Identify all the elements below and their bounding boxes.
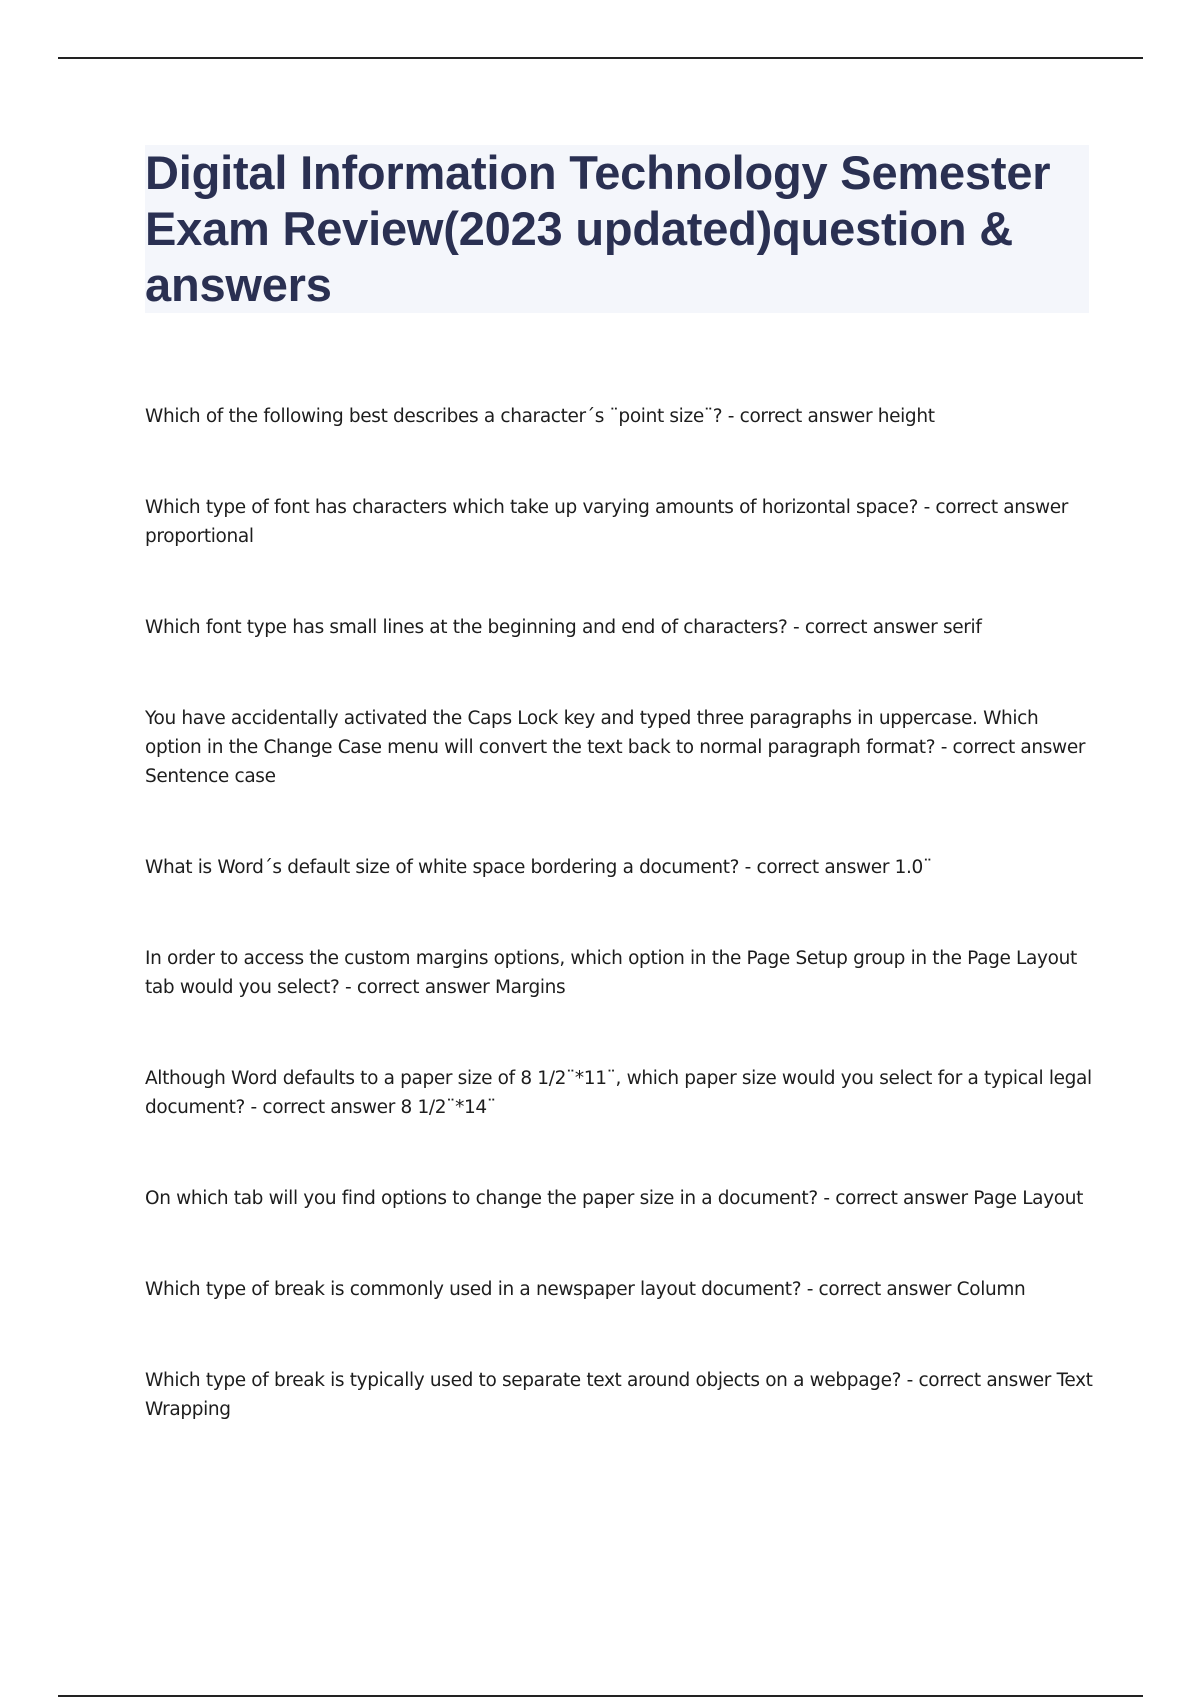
qa-item: Which of the following best describes a character´s ¨point size¨? - correct answer height (145, 406, 935, 427)
qa-item: Although Word defaults to a paper size of 8 1/2¨*11¨, which paper size would you select for a typical legal document? - correct answer 8 1/2¨*14¨ (145, 1068, 1092, 1118)
document-title: Digital Information Technology Semester Exam Review(2023 updated)question & answers (145, 146, 1051, 311)
qa-item: On which tab will you find options to change the paper size in a document? - correct answer Page Layout (145, 1188, 1084, 1209)
qa-item: You have accidentally activated the Caps Lock key and typed three paragraphs in uppercase. Which option in the Change Case menu will convert the text back to normal paragraph format? - correct answer Sentence case (145, 708, 1086, 787)
qa-item: Which type of font has characters which take up varying amounts of horizontal space? - correct answer proportional (145, 497, 1069, 547)
top-divider (58, 57, 1143, 59)
qa-item: In order to access the custom margins options, which option in the Page Setup group in the Page Layout tab would you select? - correct answer Margins (145, 948, 1077, 998)
qa-list (145, 402, 1095, 1424)
qa-item: Which type of break is commonly used in a newspaper layout document? - correct answer Column (145, 1279, 1026, 1300)
qa-item: Which font type has small lines at the beginning and end of characters? - correct answer serif (145, 617, 982, 638)
title-block (145, 145, 1089, 313)
qa-item: Which type of break is typically used to separate text around objects on a webpage? - correct answer Text Wrapping (145, 1370, 1093, 1420)
bottom-divider (58, 1695, 1143, 1697)
qa-item: What is Word´s default size of white space bordering a document? - correct answer 1.0¨ (145, 857, 932, 878)
